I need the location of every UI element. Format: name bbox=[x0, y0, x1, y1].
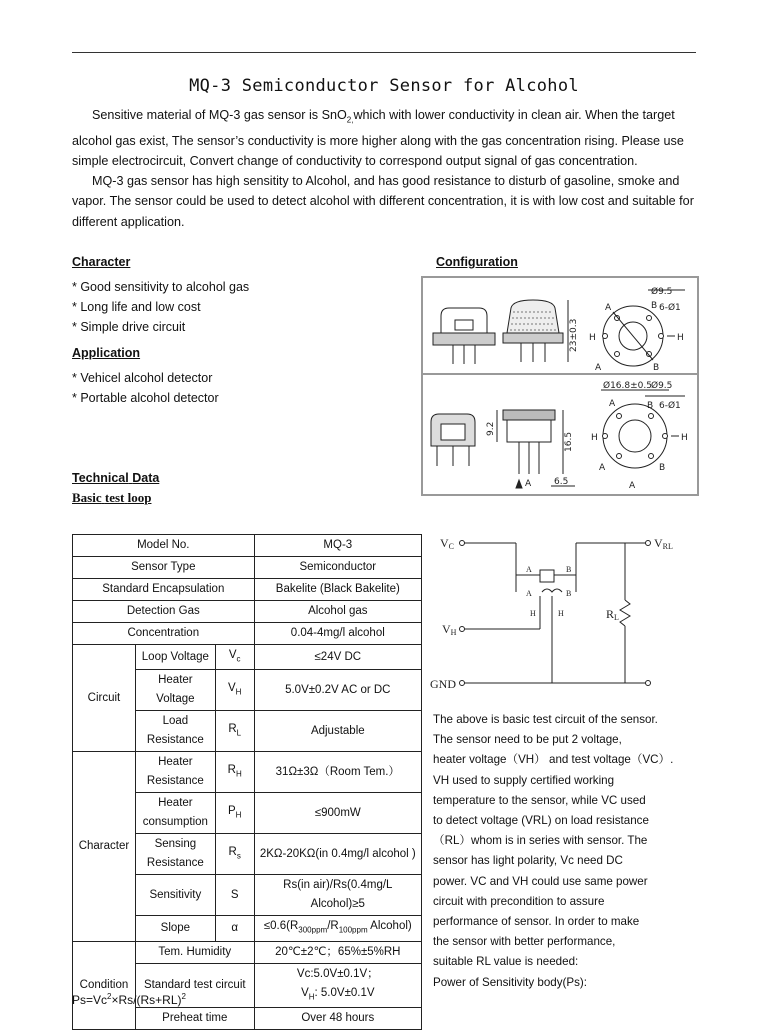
intro-paragraph-1: Sensitive material of MQ-3 gas sensor is SnO$_{2,}$which with lower conductivity in clean air. When the target alcohol gas exist, The sensor’s conductivity is more higher along with the gas concentration rising. Please use simple electrocircuit, Convert change of conductivity to correspond output signal of gas concentration. bbox=[72, 108, 684, 168]
pin-b-label: B bbox=[647, 401, 654, 411]
pin-a-label: A bbox=[629, 481, 636, 491]
character-list bbox=[72, 277, 249, 337]
pin-a-label: A bbox=[525, 479, 532, 489]
vrl-label: VRL bbox=[654, 536, 673, 551]
pin-h-label: H bbox=[530, 609, 536, 618]
test-circuit-diagram bbox=[430, 530, 698, 700]
top-rule bbox=[72, 52, 696, 53]
technical-data-heading: Technical Data bbox=[72, 471, 160, 485]
pin-b-label: B bbox=[566, 589, 572, 598]
intro-text bbox=[72, 105, 698, 232]
sensor-pin-view-icon bbox=[603, 290, 686, 366]
configuration-figure bbox=[421, 276, 699, 496]
character-heading: Character bbox=[72, 255, 131, 269]
basic-test-loop-heading: Basic test loop bbox=[72, 490, 152, 505]
power-formula: $Ps=Vc^2\times Rs/(Rs+RL)^2$ bbox=[72, 992, 186, 1007]
table-row: Circuit Loop Voltage $V_c$ ≤24V DC bbox=[73, 645, 422, 670]
pin-b-label: B bbox=[566, 565, 572, 574]
table-row: Heater consumption $P_H$ ≤900mW bbox=[73, 793, 422, 834]
list-item: * Good sensitivity to alcohol gas bbox=[72, 280, 250, 294]
pin-h-label: H bbox=[558, 609, 564, 618]
pin-h-label: H bbox=[589, 333, 596, 343]
page-title: MQ-3 Semiconductor Sensor for Alcohol bbox=[189, 76, 579, 96]
table-row: Model No. MQ-3 bbox=[73, 535, 422, 557]
table-row: Sensitivity S Rs(in air)/Rs(0.4mg/L Alcohol)≥5 bbox=[73, 875, 422, 916]
pin-h-label: H bbox=[591, 433, 598, 443]
pin-a-label: A bbox=[526, 589, 532, 598]
spec-table bbox=[72, 534, 422, 1030]
table-row: Load Resistance $R_L$ Adjustable bbox=[73, 711, 422, 752]
table-row: Standard test circuit Vc:5.0V±0.1V； $V_H$: 5.0V±0.1V bbox=[73, 963, 422, 1007]
sensor-cap-view-icon bbox=[503, 300, 568, 362]
pins-label: 6-Ø1 bbox=[659, 401, 681, 411]
table-row: Detection Gas Alcohol gas bbox=[73, 601, 422, 623]
table-row: Preheat time Over 48 hours bbox=[73, 1007, 422, 1029]
vh-label: VH bbox=[442, 622, 457, 637]
pin-a-label: A bbox=[609, 399, 616, 409]
list-item: * Portable alcohol detector bbox=[72, 391, 219, 405]
table-row: Character Heater Resistance $R_H$ 31Ω±3Ω（Room Tem.） bbox=[73, 752, 422, 793]
pin-h-label: H bbox=[681, 433, 688, 443]
height-label: 23±0.3 bbox=[569, 318, 579, 352]
height-label: 9.2 bbox=[486, 421, 496, 436]
pin-b-label: B bbox=[651, 301, 658, 311]
pin-a-label: A bbox=[595, 363, 602, 373]
list-item: * Long life and low cost bbox=[72, 300, 201, 314]
application-heading: Application bbox=[72, 346, 141, 360]
application-list bbox=[72, 368, 219, 408]
table-row: Condition Tem. Humidity 20℃±2℃；65%±5%RH bbox=[73, 941, 422, 963]
width-label: 6.5 bbox=[554, 477, 569, 487]
pin-a-label: A bbox=[605, 303, 612, 313]
sensor-section-view-icon bbox=[431, 414, 475, 466]
pin-a-label: A bbox=[526, 565, 532, 574]
gnd-label: GND bbox=[430, 677, 456, 691]
table-row: Sensor Type Semiconductor bbox=[73, 557, 422, 579]
vc-label: VC bbox=[440, 536, 455, 551]
rl-label: RL bbox=[606, 607, 619, 622]
sensor-side-view-icon bbox=[433, 308, 495, 364]
diameter-label: Ø9.5 bbox=[651, 381, 673, 391]
pins-label: 6-Ø1 bbox=[659, 303, 681, 313]
pin-b-label: B bbox=[653, 363, 660, 373]
height-label: 16.5 bbox=[564, 431, 574, 452]
diameter-label: Ø9.5 bbox=[651, 287, 673, 297]
table-row: Slope α $\le 0.6(R_{300ppm}/R_{100ppm}$ Alcohol) bbox=[73, 916, 422, 941]
pin-h-label: H bbox=[677, 333, 684, 343]
pin-b-label: B bbox=[659, 463, 666, 473]
table-row: Heater Voltage $V_H$ 5.0V±0.2V AC or DC bbox=[73, 670, 422, 711]
table-row: Sensing Resistance $R_s$ 2KΩ-20KΩ(in 0.4mg/l alcohol ) bbox=[73, 834, 422, 875]
list-item: * Simple drive circuit bbox=[72, 320, 186, 334]
circuit-description: The above is basic test circuit of the sensor. The sensor need to be put 2 voltage, heater voltage（VH） and test voltage（VC）. VH used to supply certified working temperature to the sensor, while VC used to detect voltage (VRL) on load resistance （RL）whom is in series with sensor. The sensor has light polarity, Vc need DC power. VC and VH could use same power circuit with precondition to assure performance of sensor. In order to make the sensor with better performance, suitable RL value is needed: Power of Sensitivity body(Ps): bbox=[433, 713, 674, 989]
diameter-label: Ø16.8±0.5 bbox=[603, 381, 652, 391]
configuration-heading: Configuration bbox=[436, 255, 518, 269]
table-row: Concentration 0.04-4mg/l alcohol bbox=[73, 623, 422, 645]
table-row: Standard Encapsulation Bakelite (Black Bakelite) bbox=[73, 579, 422, 601]
list-item: * Vehicel alcohol detector bbox=[72, 371, 213, 385]
intro-paragraph-2: MQ-3 gas sensor has high sensitity to Alcohol, and has good resistance to disturb of gasoline, smoke and vapor. The sensor could be used to detect alcohol with different concentration, it is with low cost and suitable for different application. bbox=[72, 174, 694, 229]
pin-a-label: A bbox=[599, 463, 606, 473]
